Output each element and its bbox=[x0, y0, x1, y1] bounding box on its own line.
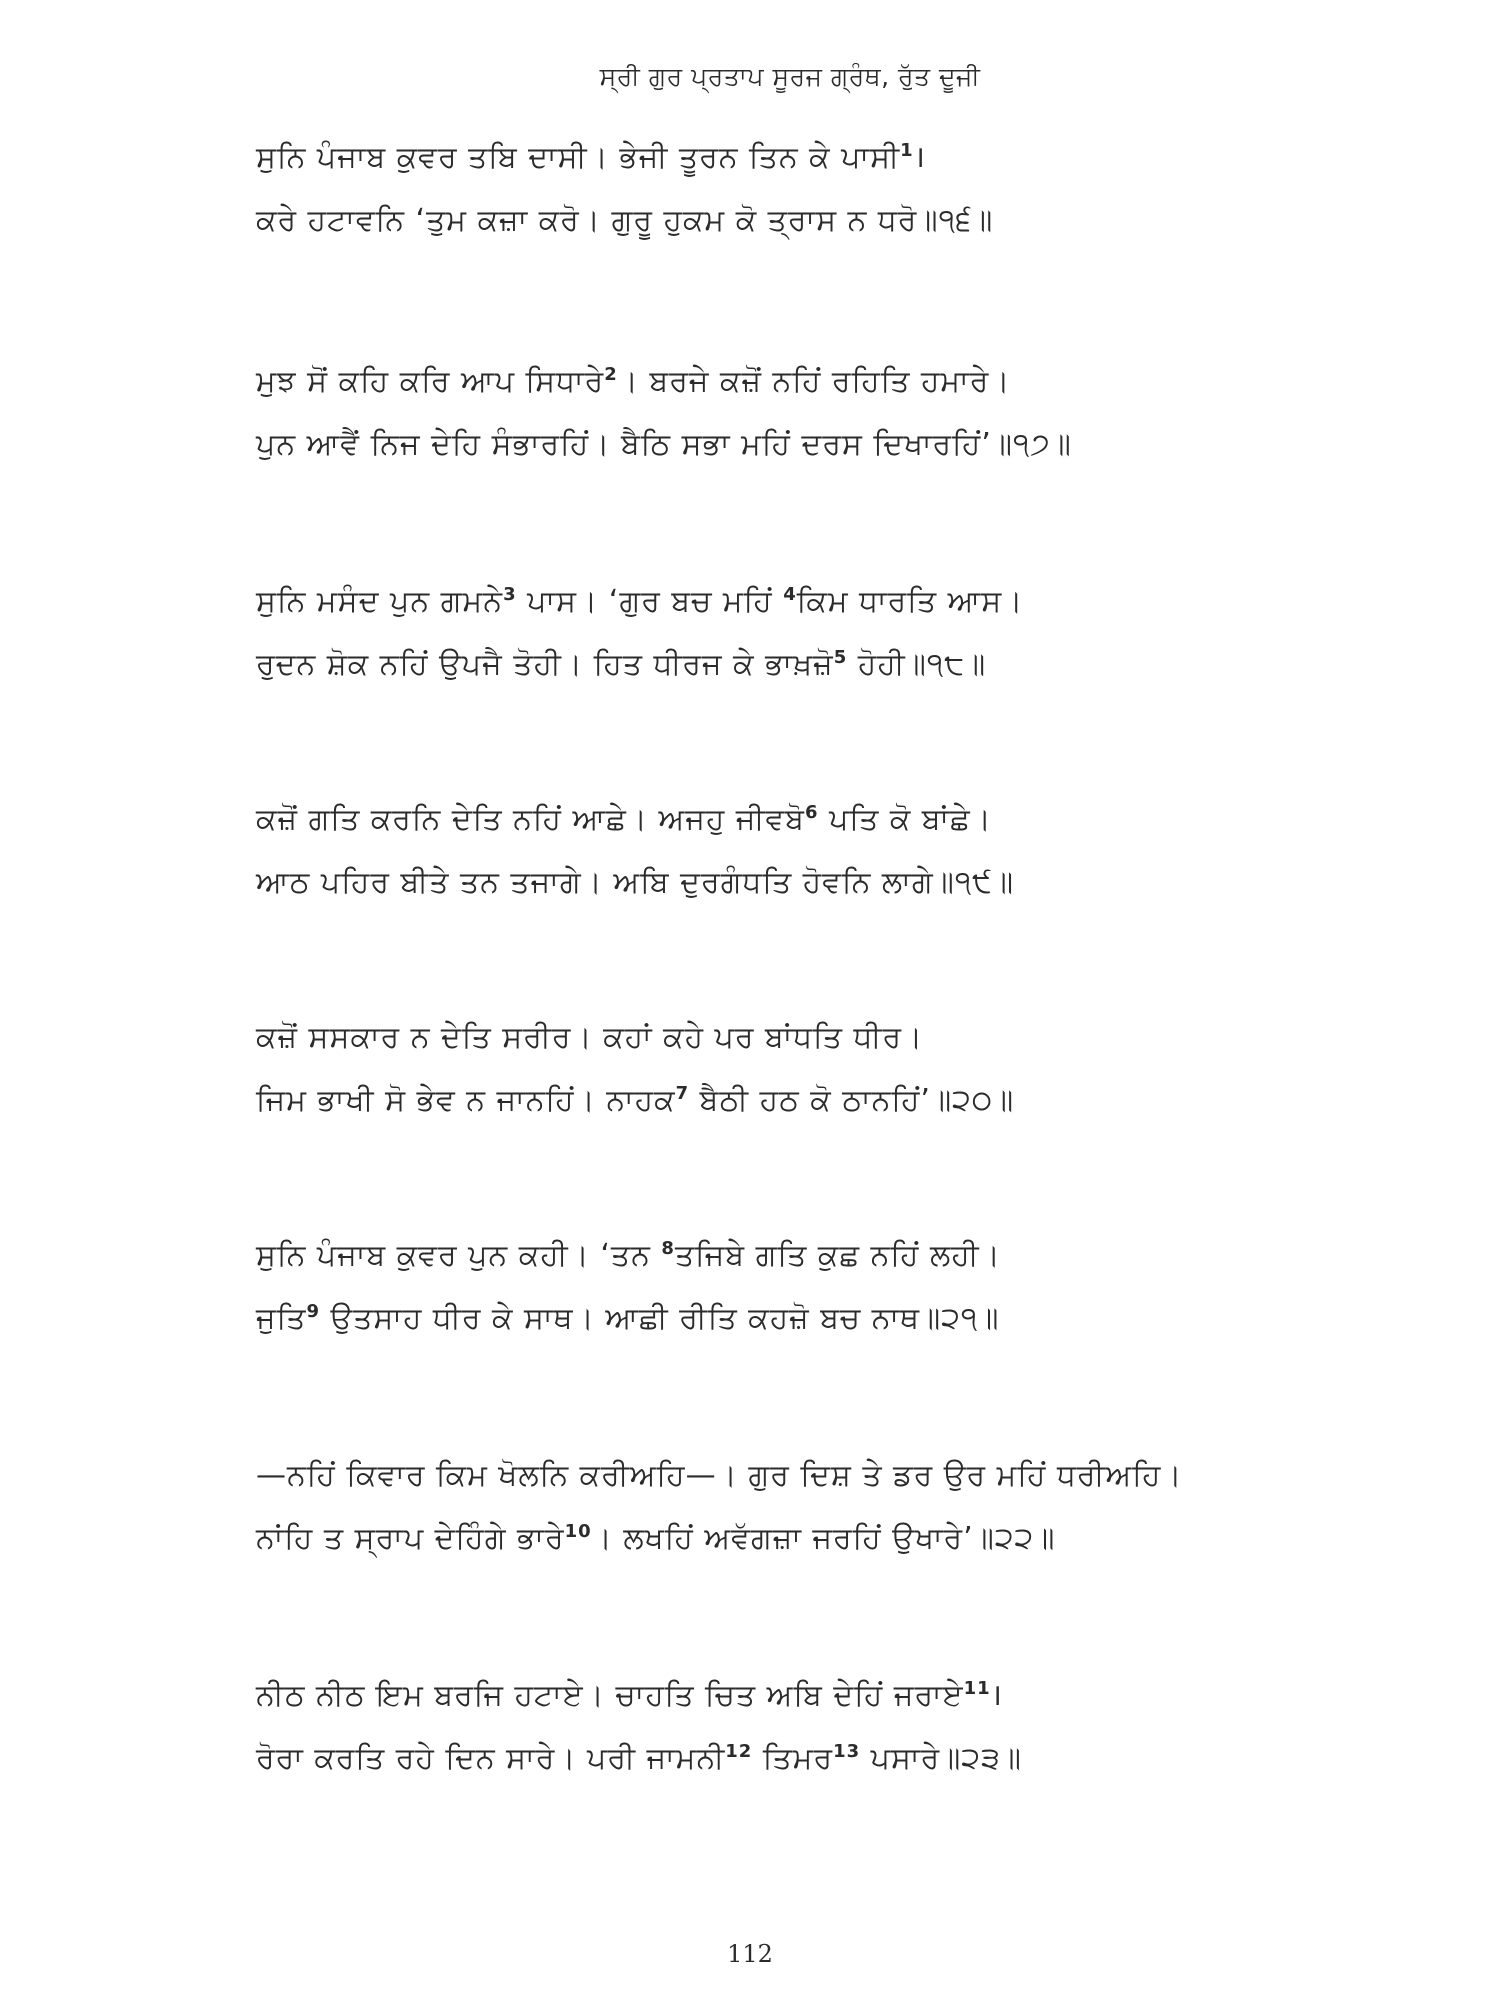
verse-text: । bbox=[990, 1678, 1004, 1713]
running-header bbox=[0, 62, 1500, 92]
verse-text: ਪਤਿ ਕੋ ਬਾਂਛੇ। bbox=[818, 802, 992, 837]
verse-text: ਸੁਨਿ ਪੰਜਾਬ ਕੁਵਰ ਪੁਨ ਕਹੀ। ‘ਤਨ bbox=[256, 1238, 662, 1273]
verse-text: ਹੋਹੀ॥੧੮॥ bbox=[847, 647, 987, 682]
stanza-17 bbox=[256, 362, 1296, 465]
verse-text: । ਬਰਜੇ ਕਜ਼ੋਂ ਨਹਿਂ ਰਹਿਤਿ ਹਮਾਰੇ। bbox=[617, 364, 1011, 399]
verse-text: ਕਰੇ ਹਟਾਵਨਿ ‘ਤੁਮ ਕਜ਼ਾ ਕਰੋ। ਗੁਰੂ ਹੁਕਮ ਕੋ ਤ੍ਰਾਸ ਨ ਧਰੋ॥੧੬॥ bbox=[256, 203, 994, 238]
verse-text: ਤਿਮਰ bbox=[752, 1741, 834, 1776]
verse-line bbox=[256, 1299, 1296, 1339]
verse-line bbox=[256, 1456, 1296, 1496]
verse-line bbox=[256, 800, 1296, 840]
verse-line bbox=[256, 1081, 1296, 1121]
footnote-marker: 1 bbox=[900, 140, 914, 161]
stanza-21 bbox=[256, 1236, 1296, 1339]
footnote-marker: 10 bbox=[564, 1521, 592, 1542]
verse-text: ਪੁਨ ਆਵੈਂ ਨਿਜ ਦੇਹਿ ਸੰਭਾਰਹਿਂ। ਬੈਠਿ ਸਭਾ ਮਹਿਂ ਦਰਸ ਦਿਖਾਰਹਿਂ’॥੧੭॥ bbox=[256, 427, 1072, 462]
verse-text: ਉਤਸਾਹ ਧੀਰ ਕੇ ਸਾਥ। ਆਛੀ ਰੀਤਿ ਕਹਜ਼ੋ ਬਚ ਨਾਥ॥੨੧॥ bbox=[319, 1301, 1000, 1336]
footnote-marker: 5 bbox=[833, 647, 848, 668]
verse-line bbox=[256, 1676, 1296, 1716]
verse-line bbox=[256, 362, 1296, 402]
verse-line bbox=[256, 425, 1296, 465]
verse-line bbox=[256, 201, 1296, 241]
stanza-16 bbox=[256, 138, 1296, 241]
verse-text: ਬੈਠੀ ਹਠ ਕੋ ਠਾਨਹਿਂ’॥੨੦॥ bbox=[689, 1083, 1015, 1118]
verse-line bbox=[256, 1739, 1296, 1779]
verse-text: ਨੀਠ ਨੀਠ ਇਮ ਬਰਜਿ ਹਟਾਏ। ਚਾਹਤਿ ਚਿਤ ਅਬਿ ਦੇਹਿਂ ਜਰਾਏ bbox=[256, 1678, 964, 1713]
verse-text: ਕਜ਼ੋਂ ਸਸਕਾਰ ਨ ਦੇਤਿ ਸਰੀਰ। ਕਹਾਂ ਕਹੇ ਪਰ ਬਾਂਧਤਿ ਧੀਰ। bbox=[256, 1020, 924, 1055]
verse-text: ਰੁਦਨ ਸ਼ੋਕ ਨਹਿਂ ਉਪਜੈ ਤੋਹੀ। ਹਿਤ ਧੀਰਜ ਕੇ ਭਾਖ਼ਜ਼ੋ bbox=[256, 647, 834, 682]
verse-line bbox=[256, 582, 1296, 622]
verse-line bbox=[256, 863, 1296, 903]
verse-text: ਜਿਮ ਭਾਖੀ ਸੋ ਭੇਵ ਨ ਜਾਨਹਿਂ। ਨਾਹਕ bbox=[256, 1083, 676, 1118]
verse-text: ਸੁਨਿ ਮਸੰਦ ਪੁਨ ਗਮਨੇ bbox=[256, 584, 504, 619]
footnote-marker: 7 bbox=[675, 1083, 690, 1104]
footnote-marker: 4 bbox=[783, 584, 797, 605]
verse-text: ਜੁਤਿ bbox=[256, 1301, 307, 1336]
verse-text: ਕਜ਼ੋਂ ਗਤਿ ਕਰਨਿ ਦੇਤਿ ਨਹਿਂ ਆਛੇ। ਅਜਹੁ ਜੀਵਬੋ bbox=[256, 802, 806, 837]
page-number: 112 bbox=[727, 1940, 773, 1968]
verse-line bbox=[256, 138, 1296, 178]
footnote-marker: 3 bbox=[503, 584, 517, 605]
footnote-marker: 2 bbox=[604, 364, 618, 385]
running-title: ਸ੍ਰੀ ਗੁਰ ਪ੍ਰਤਾਪ ਸੂਰਜ ਗ੍ਰੰਥ, ਰੁੱਤ ਦੂਜੀ bbox=[599, 62, 981, 91]
verse-line bbox=[256, 645, 1296, 685]
verse-text: ਮੁਝ ਸੋਂ ਕਹਿ ਕਰਿ ਆਪ ਸਿਧਾਰੇ bbox=[256, 364, 605, 399]
verse-text: । bbox=[913, 140, 927, 175]
verse-text: ਆਠ ਪਹਿਰ ਬੀਤੇ ਤਨ ਤਜਾਗੇ। ਅਬਿ ਦੁਰਗੰਧਤਿ ਹੋਵਨਿ ਲਾਗੇ॥੧੯॥ bbox=[256, 865, 1015, 900]
footnote-marker: 8 bbox=[661, 1238, 675, 1259]
footnote-marker: 13 bbox=[833, 1741, 861, 1762]
verse-text: ਰੋਰਾ ਕਰਤਿ ਰਹੇ ਦਿਨ ਸਾਰੇ। ਪਰੀ ਜਾਮਨੀ bbox=[256, 1741, 726, 1776]
verse-line bbox=[256, 1018, 1296, 1058]
footnote-marker: 11 bbox=[963, 1678, 991, 1699]
verse-text: ਤਜਿਬੇ ਗਤਿ ਕੁਛ ਨਹਿਂ ਲਹੀ। bbox=[674, 1238, 1001, 1273]
stanza-23 bbox=[256, 1676, 1296, 1779]
stanza-18 bbox=[256, 582, 1296, 685]
verse-text: । ਲਖਹਿਂ ਅਵੱਗਜ਼ਾ ਜਰਹਿਂ ਉਖਾਰੇ’॥੨੨॥ bbox=[591, 1521, 1056, 1556]
stanza-22 bbox=[256, 1456, 1296, 1559]
verse-line bbox=[256, 1236, 1296, 1276]
verse-text: ਕਿਮ ਧਾਰਤਿ ਆਸ। bbox=[796, 584, 1024, 619]
footnote-marker: 6 bbox=[805, 802, 819, 823]
verse-text: —ਨਹਿਂ ਕਿਵਾਰ ਕਿਮ ਖੋਲਨਿ ਕਰੀਅਹਿ—। ਗੁਰ ਦਿਸ਼ ਤੇ ਡਰ ਉਰ ਮਹਿਂ ਧਰੀਅਹਿ। bbox=[256, 1458, 1183, 1493]
footnote-marker: 9 bbox=[306, 1301, 320, 1322]
verse-text: ਪਸਾਰੇ॥੨੩॥ bbox=[860, 1741, 1022, 1776]
stanza-19 bbox=[256, 800, 1296, 903]
verse-text: ਸੁਨਿ ਪੰਜਾਬ ਕੁਵਰ ਤਬਿ ਦਾਸੀ। ਭੇਜੀ ਤੂਰਨ ਤਿਨ ਕੇ ਪਾਸੀ bbox=[256, 140, 901, 175]
verse-text: ਨਾਂਹਿ ਤ ਸ੍ਰਾਪ ਦੇਹਿੰਗੇ ਭਾਰੇ bbox=[256, 1521, 565, 1556]
verse-line bbox=[256, 1519, 1296, 1559]
verse-text: ਪਾਸ। ‘ਗੁਰ ਬਚ ਮਹਿਂ bbox=[516, 584, 784, 619]
footnote-marker: 12 bbox=[725, 1741, 753, 1762]
stanza-20 bbox=[256, 1018, 1296, 1121]
